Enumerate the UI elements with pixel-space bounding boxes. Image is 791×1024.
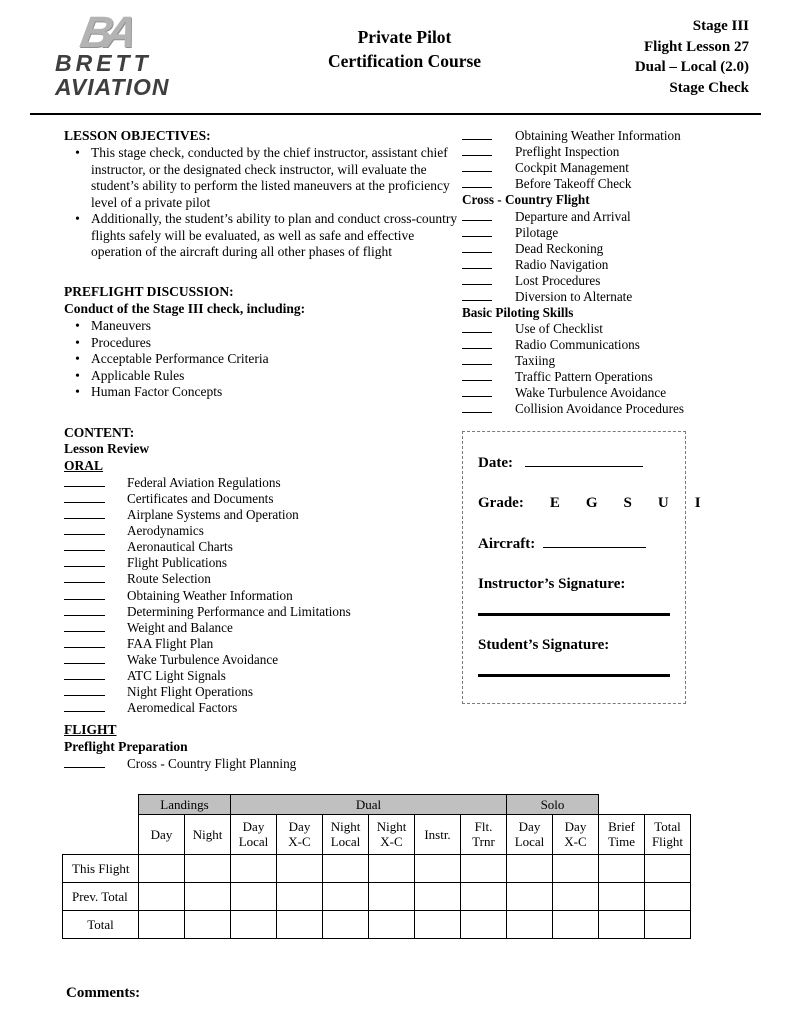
brett-aviation-logo <box>55 8 245 100</box>
empty-cell <box>185 855 231 883</box>
fill-in-blank <box>64 475 105 487</box>
aircraft-fill-line <box>543 535 646 548</box>
empty-cell <box>139 883 185 911</box>
empty-cell <box>231 911 277 939</box>
empty-cell <box>415 855 461 883</box>
col-header-brief-time: Brief Time <box>599 815 645 855</box>
fill-in-blank <box>462 401 492 413</box>
fill-in-blank <box>64 555 105 567</box>
comments-label: Comments: <box>66 985 141 1002</box>
col-header-day-local: Day Local <box>231 815 277 855</box>
fill-in-blank <box>462 289 492 301</box>
preflight-discussion-heading: PREFLIGHT DISCUSSION: <box>64 284 234 300</box>
lesson-info <box>564 14 749 99</box>
discussion-item <box>64 318 462 334</box>
grade-option-s: S <box>623 495 632 512</box>
fill-in-blank <box>462 176 492 188</box>
checklist-item-label: Collision Avoidance Procedures <box>515 401 684 417</box>
bullet-icon: • <box>75 351 80 367</box>
empty-cell <box>507 883 553 911</box>
grade-row <box>478 495 701 512</box>
body-columns <box>0 115 791 716</box>
table-group-landings: Landings <box>139 795 231 815</box>
flight-checklist-item <box>462 144 741 159</box>
row-label: This Flight <box>63 855 139 883</box>
flight-checklist-item <box>462 160 741 175</box>
col-header-day: Day <box>139 815 185 855</box>
empty-cell <box>185 883 231 911</box>
empty-cell <box>507 911 553 939</box>
flight-checklist-item <box>462 225 741 240</box>
bullet-icon: • <box>75 211 80 227</box>
col-header-flt-trnr: Flt. Trnr <box>461 815 507 855</box>
grade-option-e: E <box>549 495 560 512</box>
table-row-total <box>63 911 691 939</box>
col-header-instr: Instr. <box>415 815 461 855</box>
lesson-info-check: Stage Check <box>669 80 749 97</box>
empty-cell <box>553 883 599 911</box>
bullet-icon: • <box>75 318 80 334</box>
instructor-signature-label: Instructor’s Signature: <box>478 576 626 593</box>
checklist-item-label: Dead Reckoning <box>515 240 604 256</box>
fill-in-blank <box>462 241 492 253</box>
fill-in-blank <box>64 620 105 632</box>
checklist-item-label: Pilotage <box>515 224 559 240</box>
grade-box <box>462 431 701 704</box>
checklist-item-label: Taxiing <box>515 352 556 368</box>
table-corner-spacer <box>63 815 139 855</box>
empty-cell <box>645 855 691 883</box>
oral-item-label: Federal Aviation Regulations <box>127 475 281 491</box>
oral-checklist-item <box>64 668 462 683</box>
table-header-row <box>63 815 691 855</box>
fill-in-blank <box>462 209 492 221</box>
date-row <box>478 454 670 472</box>
aircraft-label: Aircraft: <box>478 536 536 553</box>
fill-in-blank <box>462 385 492 397</box>
fill-in-blank <box>64 588 105 600</box>
bullet-icon: • <box>75 334 80 350</box>
fill-in-blank <box>64 571 105 583</box>
flight-checklist-item <box>462 385 741 400</box>
empty-cell <box>553 855 599 883</box>
fill-in-blank <box>462 144 492 156</box>
col-header-solo-day-xc: Day X-C <box>553 815 599 855</box>
lesson-info-type: Dual – Local (2.0) <box>634 59 749 76</box>
checklist-item-label: Obtaining Weather Information <box>515 128 681 144</box>
oral-checklist-item <box>64 507 462 522</box>
grade-label: Grade: <box>478 495 524 512</box>
col-header-day-xc: Day X-C <box>277 815 323 855</box>
empty-cell <box>231 883 277 911</box>
fill-in-blank <box>64 523 105 535</box>
empty-cell <box>231 855 277 883</box>
checklist-item-label: Cross - Country Flight Planning <box>127 755 297 771</box>
empty-cell <box>277 883 323 911</box>
right-column <box>462 128 741 716</box>
col-header-night-xc: Night X-C <box>369 815 415 855</box>
flight-checklist-item <box>462 337 741 352</box>
oral-item-label: Flight Publications <box>127 555 228 571</box>
oral-checklist-item <box>64 571 462 586</box>
fill-in-blank <box>64 668 105 680</box>
oral-item-label: Determining Performance and Limitations <box>127 603 351 619</box>
oral-checklist-item <box>64 475 462 490</box>
empty-cell <box>369 883 415 911</box>
lesson-info-lesson: Flight Lesson 27 <box>643 38 749 55</box>
checklist-item-label: Departure and Arrival <box>515 208 631 224</box>
fill-in-blank <box>64 491 105 503</box>
empty-cell <box>553 911 599 939</box>
bullet-icon: • <box>75 384 80 400</box>
flight-checklist-item <box>64 756 741 772</box>
discussion-item <box>64 351 462 367</box>
flight-section <box>0 716 791 772</box>
objective-item <box>64 211 462 260</box>
table-row-this-flight <box>63 855 691 883</box>
empty-cell <box>415 911 461 939</box>
oral-checklist-item <box>64 539 462 554</box>
objective-text: Additionally, the student’s ability to plan and conduct cross-country flights safely will be evaluated, as well as safe and effective operation of the aircraft during all other phases of flight <box>91 211 458 259</box>
oral-heading: ORAL <box>64 458 104 474</box>
flight-checklist-item <box>462 353 741 368</box>
lesson-info-stage: Stage III <box>692 18 749 34</box>
course-title-line1: Private Pilot <box>357 27 452 47</box>
checklist-item-label: Traffic Pattern Operations <box>515 369 653 384</box>
objective-text: This stage check, conducted by the chief instructor, assistant chief instructor, or the designated check instructor, will evaluate the student’s ability to perform the listed maneuvers at the proficiency level of a private pilot <box>91 145 450 210</box>
fill-in-blank <box>462 369 492 381</box>
oral-item-label: FAA Flight Plan <box>127 635 214 651</box>
oral-checklist-item <box>64 604 462 619</box>
checklist-item-label: Radio Communications <box>515 336 640 352</box>
oral-item-label: ATC Light Signals <box>127 667 226 683</box>
fill-in-blank <box>64 604 105 616</box>
bullet-icon: • <box>75 367 80 383</box>
checklist-item-label: Radio Navigation <box>515 256 609 272</box>
basic-piloting-heading: Basic Piloting Skills <box>462 304 574 320</box>
oral-item-label: Airplane Systems and Operation <box>127 507 299 523</box>
student-signature-label: Student’s Signature: <box>478 637 610 654</box>
table-corner-spacer <box>63 795 139 815</box>
discussion-text: Applicable Rules <box>91 367 185 383</box>
discussion-item <box>64 335 462 351</box>
fill-in-blank <box>64 684 105 696</box>
checklist-item-label: Preflight Inspection <box>515 144 620 160</box>
empty-cell <box>369 855 415 883</box>
discussion-text: Procedures <box>91 334 151 350</box>
fill-in-blank <box>462 337 492 349</box>
flight-table-wrap <box>0 772 791 939</box>
flight-checklist-item <box>462 369 741 384</box>
empty-cell <box>599 855 645 883</box>
flight-heading: FLIGHT <box>64 721 117 737</box>
empty-cell <box>645 911 691 939</box>
grade-option-u: U <box>657 495 669 512</box>
checklist-item-label: Cockpit Management <box>515 160 629 176</box>
empty-cell <box>461 883 507 911</box>
table-row-prev-total <box>63 883 691 911</box>
discussion-item <box>64 368 462 384</box>
logo-aviation-text: AVIATION <box>55 73 170 100</box>
empty-cell <box>415 883 461 911</box>
fill-in-blank <box>462 273 492 285</box>
flight-checklist-item <box>462 401 741 416</box>
table-group-spacer <box>599 795 691 815</box>
student-signature-line <box>478 674 670 677</box>
table-group-dual: Dual <box>231 795 507 815</box>
grade-option-g: G <box>585 495 598 512</box>
flight-time-table <box>62 794 691 939</box>
flight-checklist-item <box>462 176 741 191</box>
date-label: Date: <box>478 455 513 472</box>
empty-cell <box>139 911 185 939</box>
table-group-row <box>63 795 691 815</box>
empty-cell <box>599 911 645 939</box>
left-column <box>64 128 462 716</box>
bullet-icon: • <box>75 145 80 161</box>
oral-item-label: Obtaining Weather Information <box>127 587 293 603</box>
fill-in-blank <box>462 257 492 269</box>
lesson-objectives-heading: LESSON OBJECTIVES: <box>64 128 211 144</box>
flight-checklist-item <box>462 241 741 256</box>
header <box>0 0 791 99</box>
checklist-item-label: Before Takeoff Check <box>515 176 632 192</box>
empty-cell <box>599 883 645 911</box>
empty-cell <box>277 855 323 883</box>
flight-checklist-item <box>462 209 741 224</box>
empty-cell <box>323 855 369 883</box>
fill-in-blank <box>64 636 105 648</box>
oral-item-label: Aeromedical Factors <box>127 699 238 715</box>
cross-country-heading: Cross - Country Flight <box>462 192 590 208</box>
empty-cell <box>185 911 231 939</box>
oral-item-label: Weight and Balance <box>127 619 233 635</box>
checklist-item-label: Wake Turbulence Avoidance <box>515 385 667 401</box>
oral-item-label: Route Selection <box>127 571 211 587</box>
col-header-total-flight: Total Flight <box>645 815 691 855</box>
content-heading: CONTENT: <box>64 424 135 440</box>
logo-brett-text: BRETT <box>55 50 152 77</box>
course-title-line2: Certification Course <box>327 50 482 71</box>
oral-checklist-item <box>64 588 462 603</box>
instructor-signature-line <box>478 613 670 616</box>
empty-cell <box>139 855 185 883</box>
content-subheading: Lesson Review <box>64 441 150 457</box>
col-header-night: Night <box>185 815 231 855</box>
oral-item-label: Certificates and Documents <box>127 491 274 507</box>
logo-ba-monogram: BA <box>76 8 133 57</box>
row-label: Total <box>63 911 139 939</box>
oral-checklist-item <box>64 700 462 715</box>
empty-cell <box>507 855 553 883</box>
oral-checklist-item <box>64 652 462 667</box>
fill-in-blank <box>64 700 105 712</box>
fill-in-blank <box>64 539 105 551</box>
discussion-text: Acceptable Performance Criteria <box>91 351 269 367</box>
grade-option-i: I <box>694 495 701 512</box>
fill-in-blank <box>462 353 492 365</box>
col-header-solo-day-local: Day Local <box>507 815 553 855</box>
oral-item-label: Night Flight Operations <box>127 683 254 699</box>
row-label: Prev. Total <box>63 883 139 911</box>
aircraft-row <box>478 535 670 553</box>
oral-checklist-item <box>64 523 462 538</box>
flight-checklist-item <box>462 289 741 304</box>
preflight-discussion-subheading: Conduct of the Stage III check, including: <box>64 301 306 317</box>
oral-checklist-item <box>64 620 462 635</box>
objective-item <box>64 145 462 211</box>
oral-checklist-item <box>64 684 462 699</box>
oral-item-label: Aerodynamics <box>127 523 204 539</box>
fill-in-blank <box>64 507 105 519</box>
fill-in-blank <box>462 321 492 333</box>
oral-checklist-item <box>64 636 462 651</box>
empty-cell <box>461 855 507 883</box>
table-group-solo: Solo <box>507 795 599 815</box>
fill-in-blank <box>462 225 492 237</box>
oral-item-label: Wake Turbulence Avoidance <box>127 651 279 667</box>
checklist-item-label: Lost Procedures <box>515 272 601 288</box>
empty-cell <box>645 883 691 911</box>
oral-item-label: Aeronautical Charts <box>127 539 233 555</box>
course-title <box>245 14 564 73</box>
flight-checklist-item <box>462 128 741 143</box>
empty-cell <box>369 911 415 939</box>
discussion-item <box>64 384 462 400</box>
preflight-preparation-heading: Preflight Preparation <box>64 738 188 754</box>
discussion-text: Human Factor Concepts <box>91 384 223 400</box>
col-header-night-local: Night Local <box>323 815 369 855</box>
discussion-text: Maneuvers <box>91 318 151 334</box>
flight-checklist-item <box>462 273 741 288</box>
oral-checklist-item <box>64 555 462 570</box>
fill-in-blank <box>462 128 492 140</box>
fill-in-blank <box>462 160 492 172</box>
fill-in-blank <box>64 756 105 768</box>
empty-cell <box>323 911 369 939</box>
empty-cell <box>461 911 507 939</box>
empty-cell <box>323 883 369 911</box>
comments-section <box>0 939 791 1024</box>
flight-checklist-item <box>462 257 741 272</box>
checklist-item-label: Diversion to Alternate <box>515 288 633 304</box>
empty-cell <box>277 911 323 939</box>
checklist-item-label: Use of Checklist <box>515 320 603 336</box>
date-fill-line <box>525 454 643 467</box>
oral-checklist-item <box>64 491 462 506</box>
fill-in-blank <box>64 652 105 664</box>
flight-checklist-item <box>462 321 741 336</box>
